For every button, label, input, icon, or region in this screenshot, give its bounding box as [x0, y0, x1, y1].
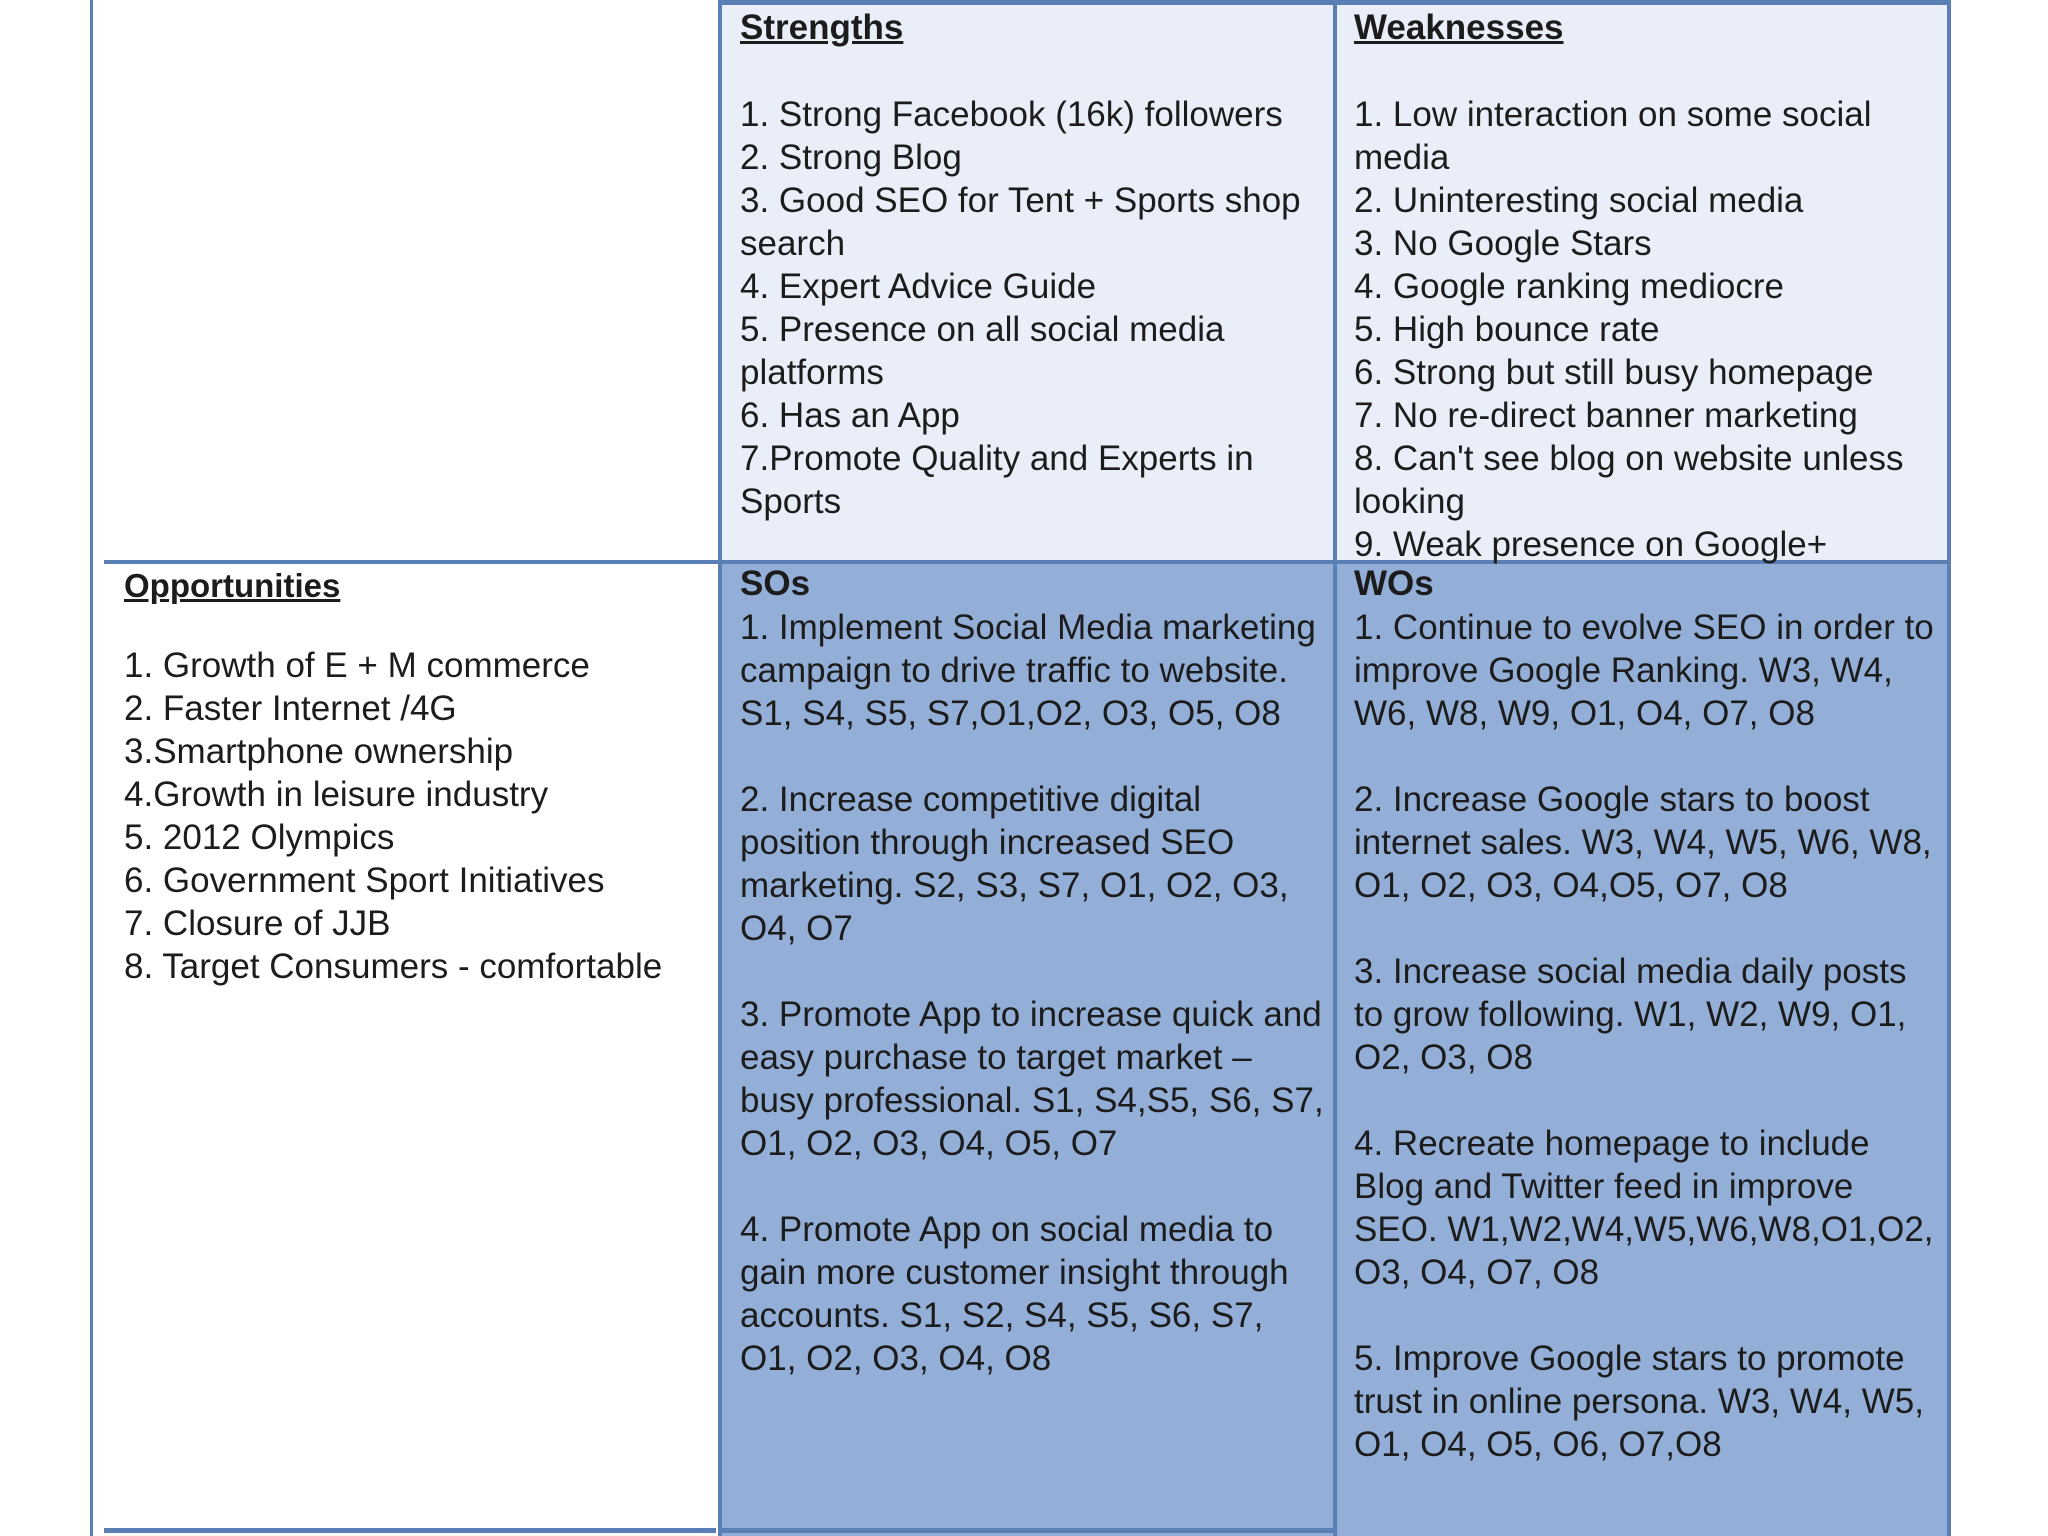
strengths-heading: Strengths [740, 8, 904, 47]
sos-list [740, 606, 1325, 1380]
list-item: 2. Uninteresting social media [1354, 181, 1804, 220]
list-item: 1. Continue to evolve SEO in order to improve Google Ranking. W3, W4, W6, W8, W9, O1, O4, O7, O8 [1354, 608, 1934, 733]
strengths-list [740, 93, 1325, 523]
list-item: 3. Promote App to increase quick and easy purchase to target market – busy professional. S1, S4,S5, S6, S7, O1, O2, O3, O4, O5, O7 [740, 995, 1324, 1163]
list-item: 4. Google ranking mediocre [1354, 267, 1784, 306]
list-item: 5. 2012 Olympics [124, 818, 395, 857]
table-border-bottom-right [722, 1528, 1333, 1533]
list-item: 2. Strong Blog [740, 138, 962, 177]
list-item: 6. Strong but still busy homepage [1354, 353, 1874, 392]
sos-section [740, 564, 1325, 1380]
list-item: 2. Increase Google stars to boost internet sales. W3, W4, W5, W6, W8, O1, O2, O3, O4,O5, O7, O8 [1354, 780, 1932, 905]
list-item: 4.Growth in leisure industry [124, 775, 549, 814]
opportunities-heading: Opportunities [124, 567, 341, 604]
list-item: 7.Promote Quality and Experts in Sports [740, 439, 1254, 521]
table-border-left [90, 0, 93, 1536]
wos-section [1354, 564, 1944, 1466]
list-item: 5. Presence on all social media platforms [740, 310, 1225, 392]
list-item: 3. Increase social media daily posts to grow following. W1, W2, W9, O1, O2, O3, O8 [1354, 952, 1907, 1077]
list-item: 9. Weak presence on Google+ [1354, 525, 1828, 564]
list-item: 1. Low interaction on some social media [1354, 95, 1872, 177]
list-item: 7. Closure of JJB [124, 904, 391, 943]
weaknesses-list [1354, 93, 1942, 566]
table-border-right [1947, 0, 1951, 1536]
list-item: 4. Recreate homepage to include Blog and Twitter feed in improve SEO. W1,W2,W4,W5,W6,W8,O1,O2, O3, O4, O7, O8 [1354, 1124, 1934, 1292]
table-border-middle [718, 0, 722, 1536]
list-item: 1. Strong Facebook (16k) followers [740, 95, 1283, 134]
list-item: 6. Has an App [740, 396, 960, 435]
list-item: 2. Increase competitive digital position through increased SEO marketing. S2, S3, S7, O1, O2, O3, O4, O7 [740, 780, 1289, 948]
list-item: 5. High bounce rate [1354, 310, 1660, 349]
list-item: 1. Implement Social Media marketing campaign to drive traffic to website. S1, S4, S5, S7,O1,O2, O3, O5, O8 [740, 608, 1316, 733]
wos-list [1354, 606, 1944, 1466]
list-item: 4. Promote App on social media to gain more customer insight through accounts. S1, S2, S4, S5, S6, S7, O1, O2, O3, O4, O8 [740, 1210, 1289, 1378]
opportunities-section [124, 566, 716, 988]
list-item: 2. Faster Internet /4G [124, 689, 457, 728]
list-item: 6. Government Sport Initiatives [124, 861, 605, 900]
list-item: 4. Expert Advice Guide [740, 267, 1097, 306]
list-item: 7. No re-direct banner marketing [1354, 396, 1858, 435]
strengths-section [740, 8, 1325, 523]
wos-heading: WOs [1354, 564, 1434, 603]
list-item: 3.Smartphone ownership [124, 732, 514, 771]
sos-heading: SOs [740, 564, 811, 603]
list-item: 3. Good SEO for Tent + Sports shop search [740, 181, 1301, 263]
list-item: 8. Can't see blog on website unless looking [1354, 439, 1904, 521]
list-item: 3. No Google Stars [1354, 224, 1652, 263]
opportunities-list [124, 644, 716, 988]
list-item: 1. Growth of E + M commerce [124, 646, 590, 685]
table-border-inner [1333, 0, 1337, 1536]
weaknesses-heading: Weaknesses [1354, 8, 1564, 47]
list-item: 5. Improve Google stars to promote trust in online persona. W3, W4, W5, O1, O4, O5, O6, O7,O8 [1354, 1339, 1924, 1464]
table-border-bottom-left [104, 1528, 716, 1533]
list-item: 8. Target Consumers - comfortable [124, 947, 663, 986]
table-border-top [718, 0, 1951, 5]
weaknesses-section [1354, 8, 1942, 566]
